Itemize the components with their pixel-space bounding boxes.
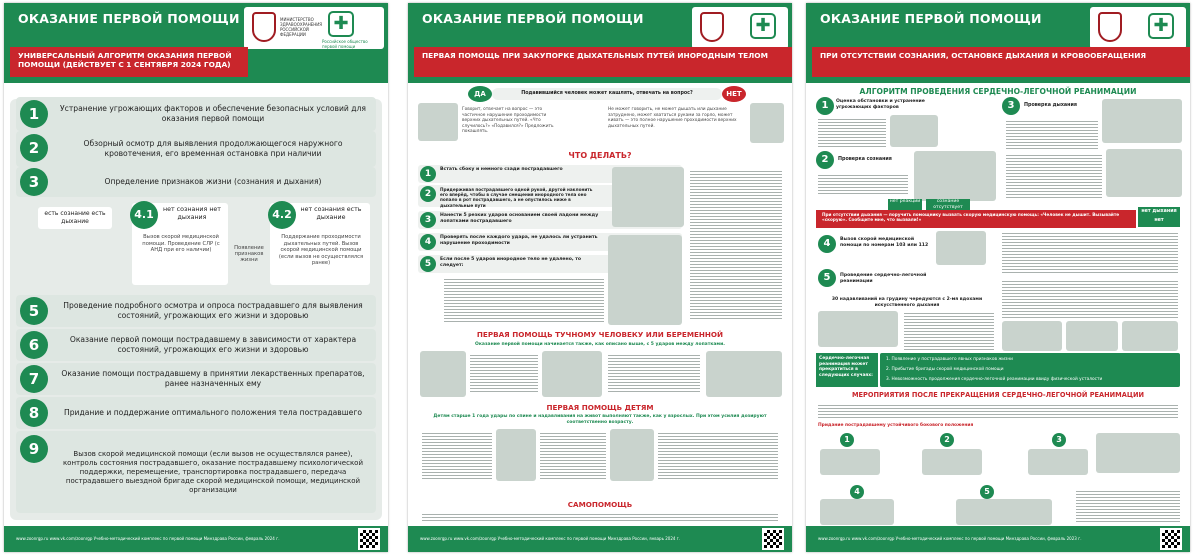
infant-back-blows-image [496,429,536,481]
first-aid-society-logo-icon: ✚ [1148,13,1174,39]
step-7: 7 Оказание помощи пострадавшему в принятии лекарственных препаратов, ранее назначенных ему [16,363,376,395]
cpr-step-1: Оценка обстановки и устранение угрожающих факторов [836,99,925,110]
rp-step-5: 5 [980,485,994,499]
consciousness-absent-label: сознание отсутствует [926,199,970,211]
breath-check-image [1106,149,1182,197]
poster-footer: www.zoonrgp.ru www.vk.com/zoonrgp Учебно-методический комплекс по первой помощи Минздрава России, февраль 2023 г. [806,526,1190,552]
logos-block [1090,7,1186,49]
rp-step-1: 1 [840,433,854,447]
branch-4-1-number: 4.1 [130,201,158,229]
heimlich-text [444,277,604,323]
poster-cpr [806,3,1190,552]
recovery-step-3-image [1028,449,1088,475]
step-9: 9 Вызов скорой медицинской помощи (если вызов не осуществлялся ранее), контроль состояния пострадавшего, оказание пострадавшему психологической поддержки, перемещение, транспортировка пострадавшего, передача пострадавшего выездной бригаде скорой медицинской помощи, медицинской организации [16,431,376,513]
step-5: 5 Проведение подробного осмотра и опроса пострадавшего для выявления состояний, угрожающих его жизни и здоровью [16,295,376,327]
choking-question: Подавившийся человек может кашлять, отвечать на вопрос? [492,88,722,100]
branch-4-2-desc: Поддержание проходимости дыхательных путей. Вызов скорой медицинской помощи (если вызов не осуществлялся ранее) [274,231,368,281]
self-help-heading: САМОПОМОЩЬ [567,500,633,509]
side-notes-text [690,169,782,319]
poster-title: ОКАЗАНИЕ ПЕРВОЙ ПОМОЩИ [18,11,240,26]
yes-badge: ДА [468,86,492,102]
cpr-step-5-number: 5 [818,269,836,287]
chest-compression-image [818,311,898,347]
action-1: 1 Встать сбоку и немного сзади пострадавшего [418,165,682,183]
poster-title: ОКАЗАНИЕ ПЕРВОЙ ПОМОЩИ [820,11,1042,26]
ministry-emblem-icon [252,12,276,42]
branch-4-2-title: нет сознания есть дыхание [296,205,366,227]
recovery-step-5-image [956,499,1052,525]
step-2: 2 Обзорный осмотр для выявления продолжающегося наружного кровотечения, его временная остановка при наличии [16,131,376,167]
cpr-step-1-number: 1 [816,97,834,115]
pregnant-text [608,353,700,393]
ministry-logo-text: МИНИСТЕРСТВО ЗДРАВООХРАНЕНИЯ РОССИЙСКОЙ ФЕДЕРАЦИИ [280,17,323,37]
poster-subtitle: ПЕРВАЯ ПОМОЩЬ ПРИ ЗАКУПОРКЕ ДЫХАТЕЛЬНЫХ ПУТЕЙ ИНОРОДНЫМ ТЕЛОМ [414,47,792,77]
branch-4-2-number: 4.2 [268,201,296,229]
cpr-step-4: Вызов скорой медицинской помощи по номерам 103 или 112 [840,237,929,248]
logos-block [244,7,384,49]
dispatcher-text [1002,231,1178,273]
infant-chest-image [610,429,654,481]
poster-footer: www.zoonrgp.ru www.vk.com/zoonrgp Учебно-методический комплекс по первой помощи Минздрава России, январь 2024 г. [408,526,792,552]
cpr-step-3-number: 3 [1002,97,1020,115]
chest-thrust-image [706,351,782,397]
recovery-step-3b-image [1096,433,1180,473]
poster-header [806,3,1190,83]
cpr-step-2-number: 2 [816,151,834,169]
head-tilt-image [1102,99,1182,143]
action-5: 5 Если после 5 ударов инородное тело не удалено, то следует: [418,255,682,273]
obese-image [420,351,466,397]
ministry-emblem-icon [1098,12,1122,42]
step-3: 3 Определение признаков жизни (сознания и дыхания) [16,167,376,197]
abdominal-thrusts-image [608,235,682,325]
stop-item-2: 2. Прибытие бригады скорой медицинской помощи [886,367,1004,372]
yes-description: Говорит, отвечает на вопрос — это частичное нарушение проходимости верхних дыхательных путей. «Что случилось?» «Подавился?» Предложить покашлять. [462,107,554,135]
branch-conscious: есть сознание есть дыхание [38,207,112,229]
kids-text-3 [658,431,778,481]
first-aid-society-logo-icon: ✚ [328,11,354,37]
society-logo-text: Российское общество первой помощи [322,39,368,49]
qr-code-icon[interactable] [358,528,380,550]
recovery-final-text [1076,489,1180,523]
no-reaction-label: нет реакции [888,199,922,211]
after-cpr-heading: МЕРОПРИЯТИЯ ПОСЛЕ ПРЕКРАЩЕНИЯ СЕРДЕЧНО-ЛЕГОЧНОЙ РЕАНИМАЦИИ [851,391,1144,399]
compression-text [904,311,994,351]
obese-text [470,353,538,393]
first-aid-society-logo-icon: ✚ [750,13,776,39]
recovery-step-2-image [922,449,982,475]
compression-ratio-text: 30 надавливаний на грудину чередуются с 2-мя вдохами искусственного дыхания [831,297,983,308]
logos-block [692,7,788,49]
no-badge: НЕТ [722,86,746,102]
rp-step-2: 2 [940,433,954,447]
no-description: Не может говорить, не может дышать или дыхание затруднено, может хвататься руками за горло, может кивать — это полное нарушение проходимости верхних дыхательных путей. [608,107,737,129]
step-8: 8 Придание и поддержание оптимального положения тела пострадавшего [16,397,376,429]
kids-text-1 [422,431,492,481]
qr-code-icon[interactable] [1160,528,1182,550]
branch-4-1-title: нет сознания нет дыхания [158,205,226,227]
no-breath-label: нет дыхания нет [1138,207,1180,227]
stop-item-1: 1. Появление у пострадавшего явных признаков жизни [886,357,1013,362]
cpr-step-2: Проверка сознания [838,157,892,162]
kids-subtext: Детям старше 1 года удары по спине и надавливания на живот выполняют также, как у взрослых. При этом усилия дозируют соответственно возрасту. [433,414,767,425]
rescue-breath-image [1066,321,1118,351]
stop-item-3: 3. Невозможность продолжения сердечно-легочной реанимации ввиду физической усталости [886,377,1103,382]
cpr-step-5: Проведение сердечно-легочной реанимации [840,273,927,284]
kids-heading: ПЕРВАЯ ПОМОЩЬ ДЕТЯМ [546,403,654,412]
poster-subtitle: УНИВЕРСАЛЬНЫЙ АЛГОРИТМ ОКАЗАНИЯ ПЕРВОЙ ПОМОЩИ (ДЕЙСТВУЕТ С 1 СЕНТЯБРЯ 2024 ГОДА) [10,47,248,77]
after-cpr-text [818,403,1178,419]
choking-person-image [418,103,458,141]
back-blows-image [612,167,684,227]
call-ambulance-bar: При отсутствии дыхания — поручить помощнику вызвать скорую медицинскую помощь: «Человек не дышит. Вызывайте «скорую». Сообщите мне, что вызвали!» [816,210,1136,228]
recovery-step-4-image [820,499,894,525]
action-4: 4 Проверять после каждого удара, не удалось ли устранить нарушение проходимости [418,233,682,251]
step-1: 1 Устранение угрожающих факторов и обеспечение безопасных условий для оказания первой помощи [16,97,376,131]
phone-call-image [936,231,986,265]
stop-criteria-box: Сердечно-легочная реанимация может прекратиться в следующих случаях: [816,353,878,387]
what-to-do-heading: ЧТО ДЕЛАТЬ? [568,151,632,160]
poster-title: ОКАЗАНИЕ ПЕРВОЙ ПОМОЩИ [422,11,644,26]
recovery-step-1-image [820,449,880,475]
cpr-step-3: Проверка дыхания [1024,103,1077,108]
poster-universal-algorithm [4,3,388,552]
recovery-position-caption: Придание пострадавшему устойчивого бокового положения [818,423,974,428]
consciousness-check-image [914,151,996,201]
poster-footer: www.zoonrgp.ru www.vk.com/zoonrgp Учебно-методический комплекс по первой помощи Минздрава России, февраль 2024 г. [4,526,388,552]
rp-step-4: 4 [850,485,864,499]
poster-subtitle: ПРИ ОТСУТСТВИИ СОЗНАНИЯ, ОСТАНОВКЕ ДЫХАНИЯ И КРОВООБРАЩЕНИЯ [812,47,1190,77]
obese-heading: ПЕРВАЯ ПОМОЩЬ ТУЧНОМУ ЧЕЛОВЕКУ ИЛИ БЕРЕМЕННОЙ [476,330,724,339]
compression-side-image [1122,321,1178,351]
poster-header [4,3,388,83]
rp-step-3: 3 [1052,433,1066,447]
self-help-text [422,512,778,522]
poster-header [408,3,792,83]
branch-arrow-text: Появление признаков жизни [234,245,264,263]
poster-choking [408,3,792,552]
hands-position-image [1002,321,1062,351]
action-3: 3 Нанести 5 резких ударов основанием своей ладони между лопатками пострадавшего [418,211,682,229]
action-2: 2 Придерживая пострадавшего одной рукой, другой наклонить его вперёд, чтобы в случае смещения инородного тела оно попало в рот пострадавшего, а не опустилось ниже в дыхательные пути [418,185,682,207]
scene-assessment-image [890,115,938,147]
step-6: 6 Оказание первой помощи пострадавшему в зависимости от характера состояний, угрожающих его жизни и здоровью [16,329,376,361]
stop-criteria-list [880,353,1180,387]
pregnant-image [542,351,602,397]
kids-text-2 [540,431,606,481]
cpr-step-2-text [818,173,908,195]
obese-subtext: Оказание первой помощи начинается также, как описано выше, с 5 ударов между лопатками. [475,342,725,347]
cpr-algorithm-heading: АЛГОРИТМ ПРОВЕДЕНИЯ СЕРДЕЧНО-ЛЕГОЧНОЙ РЕАНИМАЦИИ [859,87,1137,96]
hand-position-text [1002,279,1178,319]
ministry-emblem-icon [700,12,724,42]
cpr-step-4-number: 4 [818,235,836,253]
choking-throat-image [750,103,784,143]
branch-4-1-desc: Вызов скорой медицинской помощи. Проведение СЛР (с АНД при его наличии) [138,231,224,281]
cpr-step-3-text [1006,119,1098,149]
breath-check-text [1006,153,1102,199]
qr-code-icon[interactable] [762,528,784,550]
cpr-step-1-text [818,117,886,149]
